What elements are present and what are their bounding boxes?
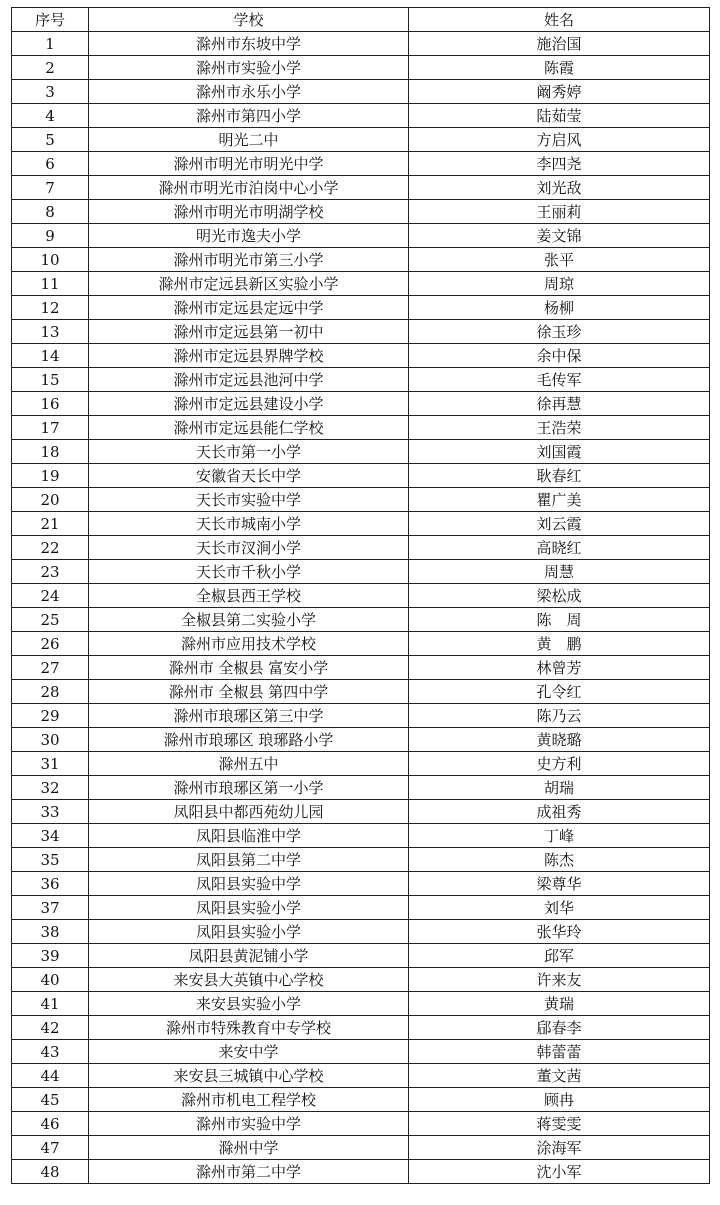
row-number-cell: 12	[12, 296, 89, 320]
table-row	[12, 488, 710, 512]
row-number-cell: 6	[12, 152, 89, 176]
row-number-cell: 29	[12, 704, 89, 728]
name-cell: 丁峰	[409, 824, 710, 848]
name-cell: 刘光敌	[409, 176, 710, 200]
name-cell: 刘国霞	[409, 440, 710, 464]
school-cell: 滁州市明光市泊岗中心小学	[89, 176, 409, 200]
table-row	[12, 512, 710, 536]
table-row	[12, 464, 710, 488]
table-row	[12, 992, 710, 1016]
school-cell: 滁州市定远县界牌学校	[89, 344, 409, 368]
school-cell: 滁州市琅琊区第三中学	[89, 704, 409, 728]
table-row	[12, 848, 710, 872]
name-cell: 李四尧	[409, 152, 710, 176]
school-cell: 天长市第一小学	[89, 440, 409, 464]
table-row	[12, 728, 710, 752]
school-cell: 天长市汊涧小学	[89, 536, 409, 560]
row-number-cell: 28	[12, 680, 89, 704]
row-number-cell: 9	[12, 224, 89, 248]
name-cell: 陈霞	[409, 56, 710, 80]
row-number-cell: 36	[12, 872, 89, 896]
table-row	[12, 392, 710, 416]
school-cell: 天长市实验中学	[89, 488, 409, 512]
table-row	[12, 128, 710, 152]
table-row	[12, 32, 710, 56]
table-row	[12, 1088, 710, 1112]
row-number-cell: 13	[12, 320, 89, 344]
header-row	[12, 8, 710, 32]
school-cell: 全椒县第二实验小学	[89, 608, 409, 632]
name-cell: 黄瑞	[409, 992, 710, 1016]
row-number-cell: 32	[12, 776, 89, 800]
name-cell: 耿春红	[409, 464, 710, 488]
school-cell: 凤阳县第二中学	[89, 848, 409, 872]
table-row	[12, 968, 710, 992]
table-row	[12, 104, 710, 128]
row-number-cell: 3	[12, 80, 89, 104]
table-row	[12, 704, 710, 728]
name-cell: 蒋雯雯	[409, 1112, 710, 1136]
name-cell: 涂海军	[409, 1136, 710, 1160]
row-number-cell: 45	[12, 1088, 89, 1112]
name-cell: 梁尊华	[409, 872, 710, 896]
name-cell: 郈春李	[409, 1016, 710, 1040]
row-number-cell: 44	[12, 1064, 89, 1088]
header-name: 姓名	[409, 8, 710, 32]
name-cell: 史方利	[409, 752, 710, 776]
row-number-cell: 26	[12, 632, 89, 656]
name-cell: 林曾芳	[409, 656, 710, 680]
school-cell: 滁州市实验中学	[89, 1112, 409, 1136]
school-cell: 滁州中学	[89, 1136, 409, 1160]
name-cell: 施治国	[409, 32, 710, 56]
table-row	[12, 584, 710, 608]
table-row	[12, 368, 710, 392]
name-cell: 梁松成	[409, 584, 710, 608]
name-cell: 许来友	[409, 968, 710, 992]
row-number-cell: 27	[12, 656, 89, 680]
school-cell: 凤阳县中都西苑幼儿园	[89, 800, 409, 824]
name-cell: 杨柳	[409, 296, 710, 320]
name-cell: 姜文锦	[409, 224, 710, 248]
row-number-cell: 19	[12, 464, 89, 488]
name-cell: 王浩荣	[409, 416, 710, 440]
name-cell: 瞿广美	[409, 488, 710, 512]
school-cell: 滁州市定远县定远中学	[89, 296, 409, 320]
row-number-cell: 14	[12, 344, 89, 368]
row-number-cell: 43	[12, 1040, 89, 1064]
table-row	[12, 224, 710, 248]
school-cell: 滁州市明光市明光中学	[89, 152, 409, 176]
school-cell: 滁州市定远县第一初中	[89, 320, 409, 344]
row-number-cell: 8	[12, 200, 89, 224]
table-row	[12, 152, 710, 176]
name-cell: 张华玲	[409, 920, 710, 944]
school-cell: 滁州市定远县新区实验小学	[89, 272, 409, 296]
name-cell: 陈杰	[409, 848, 710, 872]
row-number-cell: 15	[12, 368, 89, 392]
table-row	[12, 1064, 710, 1088]
row-number-cell: 47	[12, 1136, 89, 1160]
school-cell: 来安中学	[89, 1040, 409, 1064]
row-number-cell: 1	[12, 32, 89, 56]
school-cell: 滁州市机电工程学校	[89, 1088, 409, 1112]
school-cell: 滁州市琅琊区第一小学	[89, 776, 409, 800]
table-row	[12, 920, 710, 944]
roster-table	[11, 7, 710, 1184]
school-cell: 凤阳县实验小学	[89, 896, 409, 920]
table-row	[12, 776, 710, 800]
table-row	[12, 800, 710, 824]
school-cell: 安徽省天长中学	[89, 464, 409, 488]
school-cell: 滁州市特殊教育中专学校	[89, 1016, 409, 1040]
row-number-cell: 16	[12, 392, 89, 416]
row-number-cell: 22	[12, 536, 89, 560]
school-cell: 滁州市第二中学	[89, 1160, 409, 1184]
table-row	[12, 632, 710, 656]
header-school: 学校	[89, 8, 409, 32]
name-cell: 方启风	[409, 128, 710, 152]
table-row	[12, 248, 710, 272]
name-cell: 刘华	[409, 896, 710, 920]
name-cell: 成祖秀	[409, 800, 710, 824]
school-cell: 凤阳县黄泥铺小学	[89, 944, 409, 968]
school-cell: 天长市千秋小学	[89, 560, 409, 584]
row-number-cell: 48	[12, 1160, 89, 1184]
table-body	[12, 32, 710, 1184]
table-row	[12, 680, 710, 704]
name-cell: 毛传军	[409, 368, 710, 392]
table-row	[12, 200, 710, 224]
row-number-cell: 39	[12, 944, 89, 968]
table-row	[12, 320, 710, 344]
school-cell: 滁州市明光市明湖学校	[89, 200, 409, 224]
table-row	[12, 80, 710, 104]
row-number-cell: 46	[12, 1112, 89, 1136]
school-cell: 滁州市 全椒县 第四中学	[89, 680, 409, 704]
table-row	[12, 560, 710, 584]
name-cell: 周琼	[409, 272, 710, 296]
school-cell: 滁州市定远县能仁学校	[89, 416, 409, 440]
row-number-cell: 33	[12, 800, 89, 824]
name-cell: 陈乃云	[409, 704, 710, 728]
school-cell: 滁州市永乐小学	[89, 80, 409, 104]
name-cell: 董文茜	[409, 1064, 710, 1088]
school-cell: 滁州五中	[89, 752, 409, 776]
name-cell: 韩蕾蕾	[409, 1040, 710, 1064]
table-row	[12, 896, 710, 920]
row-number-cell: 7	[12, 176, 89, 200]
row-number-cell: 40	[12, 968, 89, 992]
row-number-cell: 2	[12, 56, 89, 80]
name-cell: 周慧	[409, 560, 710, 584]
table-row	[12, 608, 710, 632]
school-cell: 凤阳县临淮中学	[89, 824, 409, 848]
name-cell: 陈 周	[409, 608, 710, 632]
table-row	[12, 56, 710, 80]
name-cell: 余中保	[409, 344, 710, 368]
table-row	[12, 416, 710, 440]
table-row	[12, 176, 710, 200]
name-cell: 张平	[409, 248, 710, 272]
row-number-cell: 4	[12, 104, 89, 128]
name-cell: 陆茹莹	[409, 104, 710, 128]
school-cell: 滁州市实验小学	[89, 56, 409, 80]
school-cell: 滁州市 全椒县 富安小学	[89, 656, 409, 680]
name-cell: 徐再慧	[409, 392, 710, 416]
name-cell: 阚秀婷	[409, 80, 710, 104]
row-number-cell: 18	[12, 440, 89, 464]
school-cell: 明光市逸夫小学	[89, 224, 409, 248]
school-cell: 凤阳县实验小学	[89, 920, 409, 944]
row-number-cell: 20	[12, 488, 89, 512]
name-cell: 徐玉珍	[409, 320, 710, 344]
row-number-cell: 10	[12, 248, 89, 272]
school-cell: 明光二中	[89, 128, 409, 152]
school-cell: 来安县三城镇中心学校	[89, 1064, 409, 1088]
row-number-cell: 24	[12, 584, 89, 608]
name-cell: 邱军	[409, 944, 710, 968]
name-cell: 王丽莉	[409, 200, 710, 224]
table-row	[12, 272, 710, 296]
school-cell: 滁州市定远县池河中学	[89, 368, 409, 392]
school-cell: 来安县大英镇中心学校	[89, 968, 409, 992]
row-number-cell: 5	[12, 128, 89, 152]
school-cell: 滁州市定远县建设小学	[89, 392, 409, 416]
row-number-cell: 38	[12, 920, 89, 944]
table-row	[12, 1112, 710, 1136]
school-cell: 凤阳县实验中学	[89, 872, 409, 896]
row-number-cell: 11	[12, 272, 89, 296]
row-number-cell: 31	[12, 752, 89, 776]
table-row	[12, 656, 710, 680]
table-row	[12, 872, 710, 896]
row-number-cell: 23	[12, 560, 89, 584]
table-row	[12, 1040, 710, 1064]
name-cell: 沈小军	[409, 1160, 710, 1184]
row-number-cell: 42	[12, 1016, 89, 1040]
row-number-cell: 17	[12, 416, 89, 440]
name-cell: 黄晓璐	[409, 728, 710, 752]
school-cell: 滁州市第四小学	[89, 104, 409, 128]
table-row	[12, 944, 710, 968]
school-cell: 滁州市应用技术学校	[89, 632, 409, 656]
row-number-cell: 21	[12, 512, 89, 536]
header-no: 序号	[12, 8, 89, 32]
table-row	[12, 296, 710, 320]
row-number-cell: 37	[12, 896, 89, 920]
table-row	[12, 752, 710, 776]
name-cell: 刘云霞	[409, 512, 710, 536]
school-cell: 滁州市明光市第三小学	[89, 248, 409, 272]
table-row	[12, 536, 710, 560]
school-cell: 全椒县西王学校	[89, 584, 409, 608]
table-row	[12, 1160, 710, 1184]
table-row	[12, 344, 710, 368]
school-cell: 天长市城南小学	[89, 512, 409, 536]
name-cell: 高晓红	[409, 536, 710, 560]
school-cell: 滁州市琅琊区 琅琊路小学	[89, 728, 409, 752]
row-number-cell: 30	[12, 728, 89, 752]
table-row	[12, 1136, 710, 1160]
row-number-cell: 41	[12, 992, 89, 1016]
name-cell: 胡瑞	[409, 776, 710, 800]
row-number-cell: 35	[12, 848, 89, 872]
table-row	[12, 440, 710, 464]
school-cell: 滁州市东坡中学	[89, 32, 409, 56]
name-cell: 顾冉	[409, 1088, 710, 1112]
row-number-cell: 34	[12, 824, 89, 848]
row-number-cell: 25	[12, 608, 89, 632]
table-row	[12, 1016, 710, 1040]
name-cell: 孔令红	[409, 680, 710, 704]
table-row	[12, 824, 710, 848]
school-cell: 来安县实验小学	[89, 992, 409, 1016]
name-cell: 黄 鹏	[409, 632, 710, 656]
